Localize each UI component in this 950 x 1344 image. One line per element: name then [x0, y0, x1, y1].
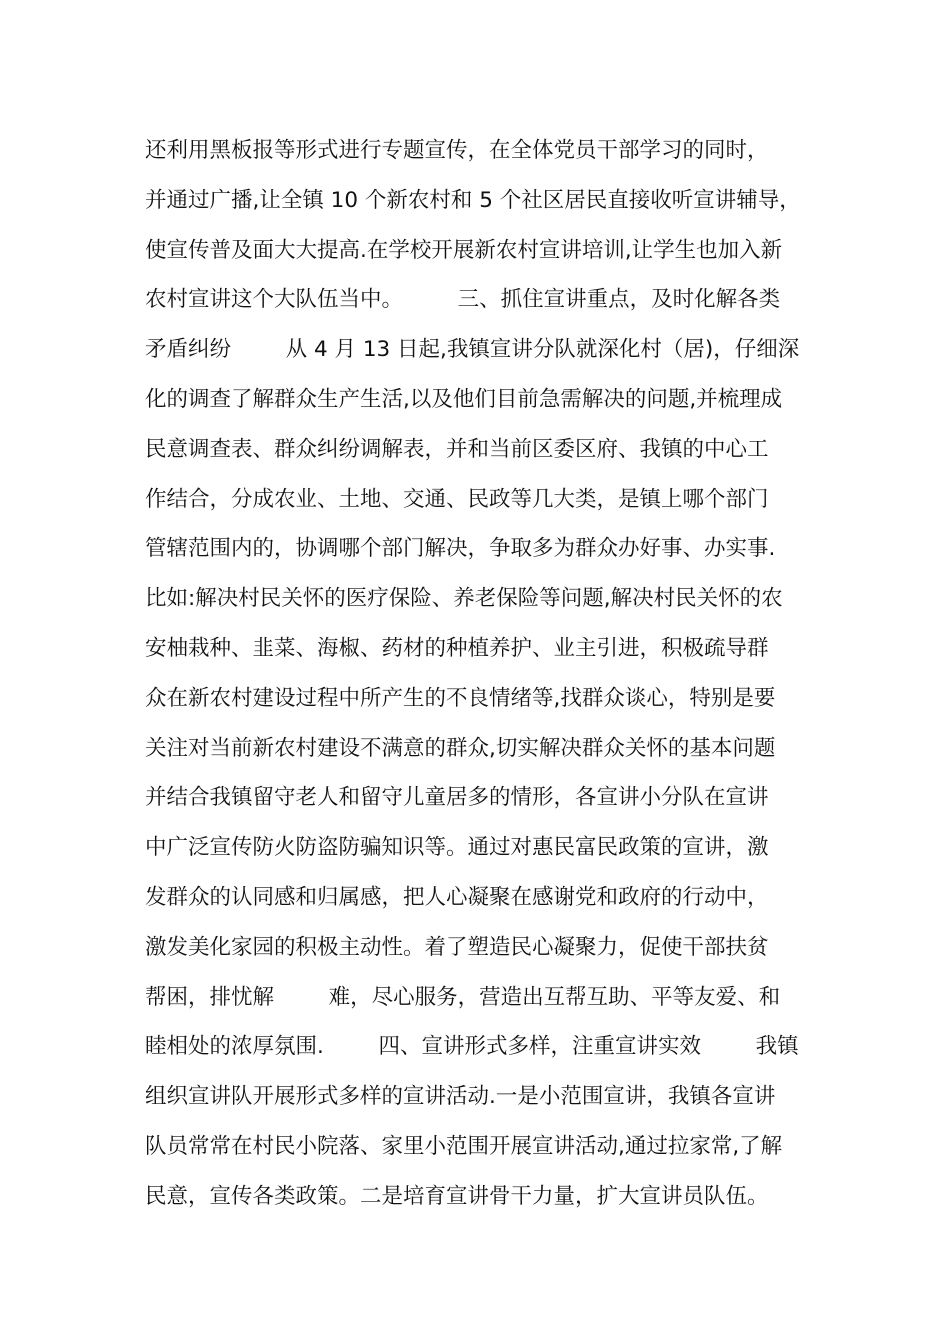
text-line: 睦相处的浓厚氛围. 四、宣讲形式多样，注重宣讲实效 我镇: [145, 1034, 799, 1060]
text-line: 民意调查表、群众纠纷调解表，并和当前区委区府、我镇的中心工: [145, 436, 769, 462]
text-line: 帮困，排忧解 难，尽心服务，营造出互帮互助、平等友爱、和: [145, 984, 781, 1010]
text-line: 并通过广播,让全镇 10 个新农村和 5 个社区居民直接收听宣讲辅导，: [145, 187, 801, 213]
text-line: 民意，宣传各类政策。二是培育宣讲骨干力量，扩大宣讲员队伍。: [145, 1183, 769, 1209]
text-line: 使宣传普及面大大提高.在学校开展新农村宣讲培训,让学生也加入新: [145, 237, 783, 263]
text-line: 矛盾纠纷 从 4 月 13 日起,我镇宣讲分队就深化村（居)，仔细深: [145, 337, 800, 363]
text-line: 比如:解决村民关怀的医疗保险、养老保险等问题,解决村民关怀的农: [145, 586, 783, 612]
text-line: 组织宣讲队开展形式多样的宣讲活动.一是小范围宣讲，我镇各宣讲: [145, 1084, 776, 1110]
body-text: [145, 126, 815, 1222]
text-line: 农村宣讲这个大队伍当中。 三、抓住宣讲重点，及时化解各类: [145, 287, 781, 313]
text-line: 众在新农村建设过程中所产生的不良情绪等,找群众谈心，特别是要: [145, 685, 776, 711]
text-line: 并结合我镇留守老人和留守儿童居多的情形，各宣讲小分队在宣讲: [145, 785, 769, 811]
text-line: 管辖范围内的，协调哪个部门解决，争取多为群众办好事、办实事.: [145, 536, 776, 562]
text-line: 发群众的认同感和归属感，把人心凝聚在感谢党和政府的行动中，: [145, 884, 769, 910]
text-line: 中广泛宣传防火防盗防骗知识等。通过对惠民富民政策的宣讲，激: [145, 835, 769, 861]
text-line: 关注对当前新农村建设不满意的群众,切实解决群众关怀的基本问题: [145, 735, 776, 761]
text-line: 化的调查了解群众生产生活,以及他们目前急需解决的问题,并梳理成: [145, 386, 783, 412]
text-line: 还利用黑板报等形式进行专题宣传，在全体党员干部学习的同时，: [145, 138, 769, 163]
text-line: 队员常常在村民小院落、家里小范围开展宣讲活动,通过拉家常,了解: [145, 1133, 783, 1159]
text-line: 作结合，分成农业、土地、交通、民政等几大类，是镇上哪个部门: [145, 486, 769, 512]
text-line: 安柚栽种、韭菜、海椒、药材的种植养护、业主引进，积极疏导群: [145, 635, 769, 661]
text-line: 激发美化家园的积极主动性。着了塑造民心凝聚力，促使干部扶贫: [145, 934, 769, 960]
